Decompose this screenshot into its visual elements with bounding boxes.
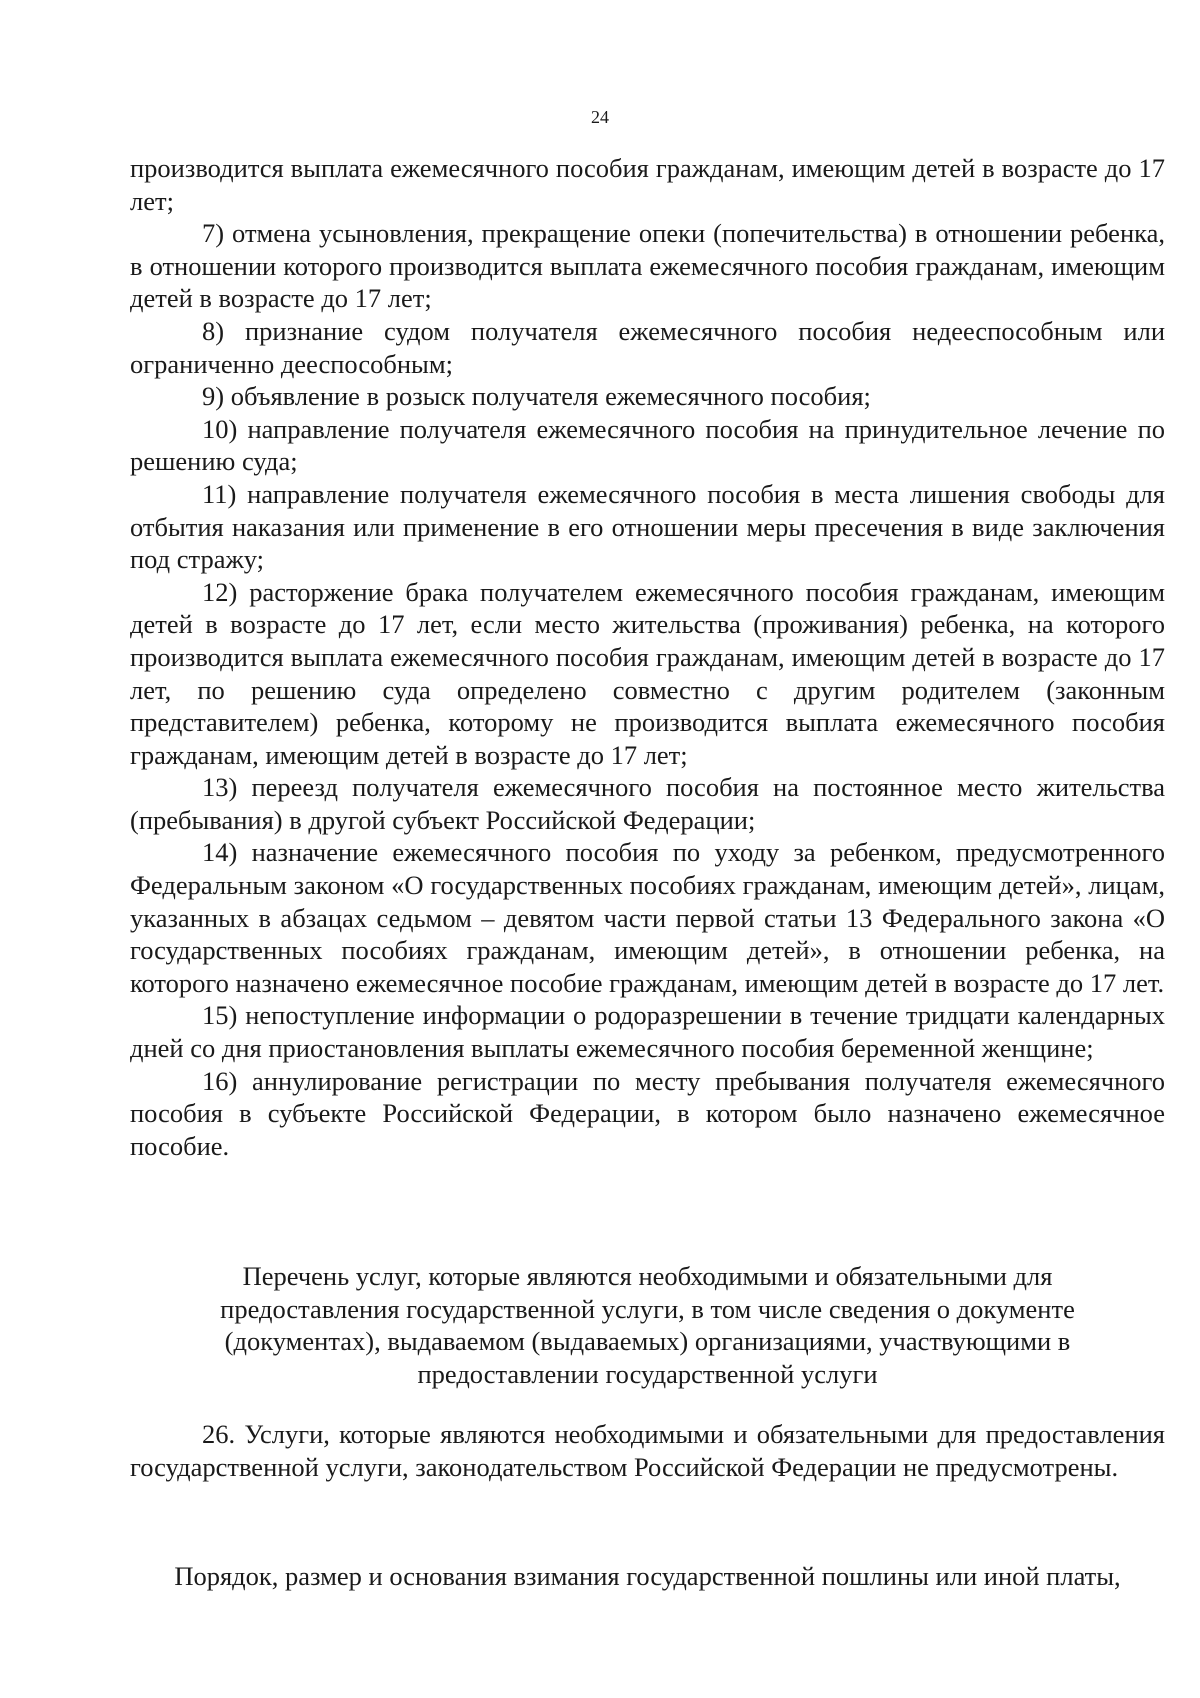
list-item: 12) расторжение брака получателем ежемесячного пособия гражданам, имеющим детей в возрасте до 17 лет, если место жительства (проживания) ребенка, на которого производится выплата ежемесячного пособия гражданам, имеющим детей в возрасте до 17 лет, по решению суда определено совместно с другим родителем (законным представителем) ребенка, которому не производится выплата ежемесячного пособия гражданам, имеющим детей в возрасте до 17 лет;: [130, 576, 1165, 770]
list-item: 10) направление получателя ежемесячного пособия на принудительное лечение по решению суда;: [130, 413, 1165, 477]
list-item: 8) признание судом получателя ежемесячного пособия недееспособным или ограниченно дееспособным;: [130, 315, 1165, 379]
list-body: [130, 152, 1165, 1162]
section-heading: [130, 1260, 1165, 1390]
section-heading-line: Перечень услуг, которые являются необходимыми и обязательными для: [242, 1261, 1053, 1291]
list-item: 7) отмена усыновления, прекращение опеки (попечительства) в отношении ребенка, в отношении которого производится выплата ежемесячного пособия гражданам, имеющим детей в возрасте до 17 лет;: [130, 218, 1165, 314]
section-heading-line: предоставлении государственной услуги: [417, 1358, 878, 1389]
list-item: 16) аннулирование регистрации по месту пребывания получателя ежемесячного пособия в субъекте Российской Федерации, в котором было назначено ежемесячное пособие.: [130, 1065, 1165, 1161]
section-heading-line: предоставления государственной услуги, в том числе сведения о документе: [220, 1293, 1075, 1324]
list-item: 9) объявление в розыск получателя ежемесячного пособия;: [202, 381, 871, 412]
list-item: 11) направление получателя ежемесячного пособия в места лишения свободы для отбытия наказания или применение в его отношении меры пресечения в виде заключения под стражу;: [130, 478, 1165, 575]
section-heading-line: (документах), выдаваемом (выдаваемых) организациями, участвующими в: [224, 1326, 1071, 1357]
list-item: 14) назначение ежемесячного пособия по уходу за ребенком, предусмотренного Федеральным законом «О государственных пособиях гражданам, имеющим детей», лицам, указанных в абзацах седьмом – девятом части первой статьи 13 Федерального закона «О государственных пособиях гражданам, имеющим детей», в отношении ребенка, на которого назначено ежемесячное пособие гражданам, имеющим детей в возрасте до 17 лет.: [130, 837, 1165, 998]
list-item: 15) непоступление информации о родоразрешении в течение тридцати календарных дней со дня приостановления выплаты ежемесячного пособия беременной женщине;: [130, 1000, 1165, 1064]
next-section-heading: Порядок, размер и основания взимания государственной пошлины или иной платы,: [174, 1561, 1121, 1591]
page-number: 24: [591, 107, 609, 127]
list-item: 13) переезд получателя ежемесячного пособия на постоянное место жительства (пребывания) в другой субъект Российской Федерации;: [130, 772, 1165, 835]
paragraph-26: 26. Услуги, которые являются необходимыми и обязательными для предоставления государственной услуги, законодательством Российской Федерации не предусмотрены.: [130, 1419, 1165, 1482]
paragraph: производится выплата ежемесячного пособия гражданам, имеющим детей в возрасте до 17 лет;: [130, 153, 1165, 216]
